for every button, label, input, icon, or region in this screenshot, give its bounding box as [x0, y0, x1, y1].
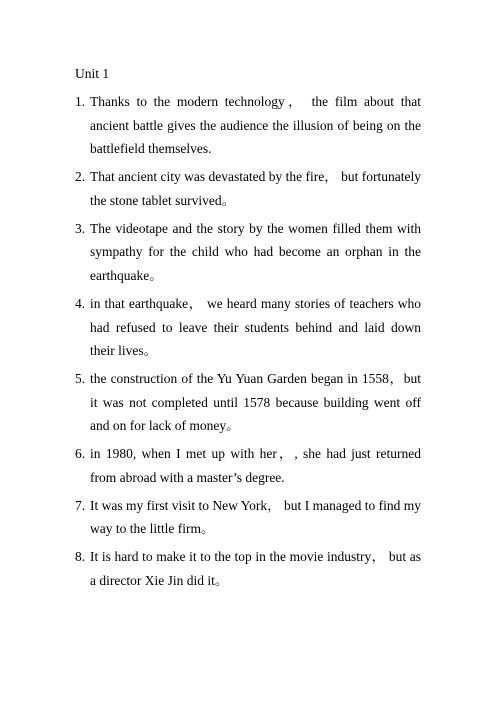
list-item	[75, 292, 421, 363]
item-text: It is hard to make it to the top in the movie industry， but as a director Xie Jin did it。	[90, 549, 421, 589]
item-number: 5.	[75, 371, 86, 387]
item-number: 2.	[75, 169, 86, 185]
list-item	[75, 442, 421, 489]
item-text: the construction of the Yu Yuan Garden began in 1558，but it was not completed until 1578 because building went off and on for lack of money。	[90, 371, 421, 434]
item-text: The videotape and the story by the women filled them with sympathy for the child who had become an orphan in the earthquake。	[90, 220, 421, 283]
unit-heading: Unit 1	[75, 66, 110, 81]
item-number: 7.	[75, 497, 86, 513]
list-item	[75, 165, 421, 212]
list-item	[75, 217, 421, 288]
item-text: It was my first visit to New York， but I managed to find my way to the little firm。	[90, 497, 421, 537]
item-number: 3.	[75, 220, 86, 236]
item-text: Thanks to the modern technology， the film about that ancient battle gives the audience the illusion of being on the battlefield themselves.	[90, 94, 421, 157]
item-number: 1.	[75, 94, 86, 109]
item-number: 8.	[75, 549, 86, 565]
list-item	[75, 545, 421, 592]
item-text: That ancient city was devastated by the fire， but fortunately the stone tablet survived。	[90, 169, 422, 208]
list-item	[75, 367, 421, 438]
sentence-list	[75, 90, 421, 597]
item-number: 4.	[75, 295, 86, 311]
item-text: in 1980, when I met up with her，, she had just returned from abroad with a master’s degree.	[90, 446, 421, 485]
list-item	[75, 494, 421, 541]
item-text: in that earthquake， we heard many stories of teachers who had refused to leave their students behind and laid down their lives。	[90, 295, 421, 359]
list-item	[75, 90, 421, 161]
item-number: 6.	[75, 446, 86, 462]
